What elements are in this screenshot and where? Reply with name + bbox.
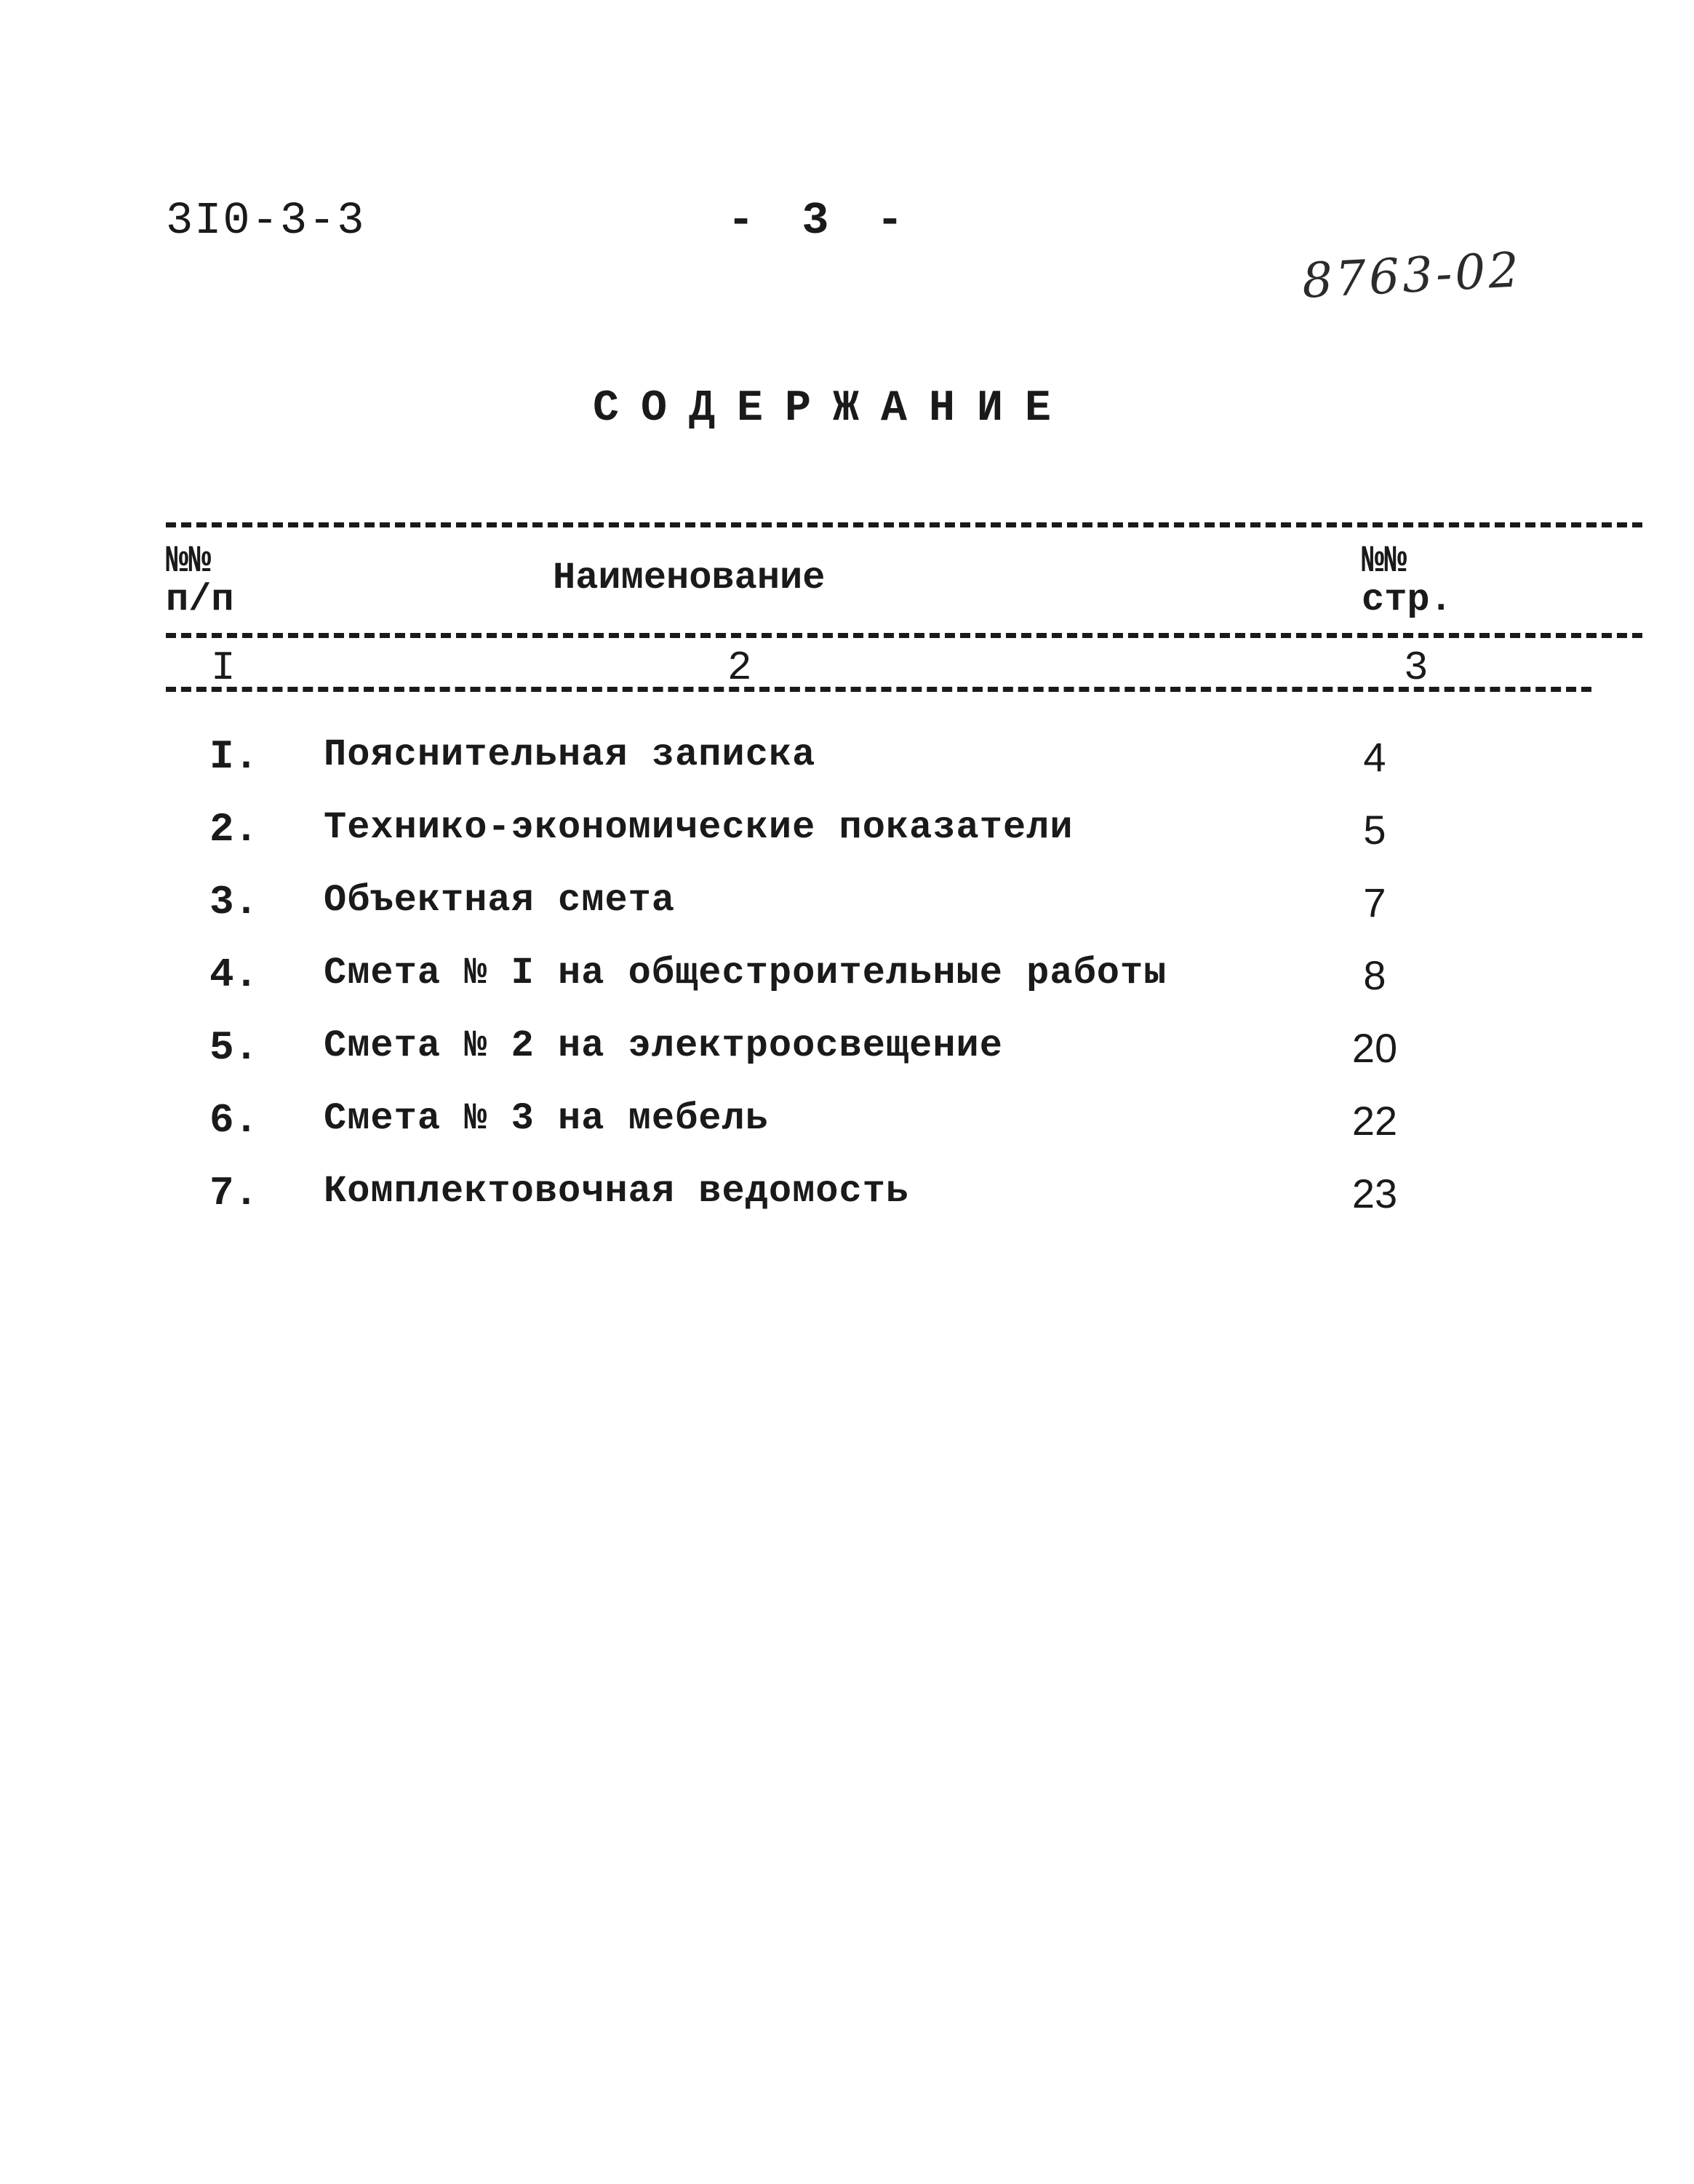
header-name-label: Наименование xyxy=(553,557,826,599)
header-page-label: стр. xyxy=(1362,578,1453,621)
toc-row xyxy=(0,879,1694,944)
toc-title: Объектная смета xyxy=(324,879,676,922)
toc-title: Пояснительная записка xyxy=(324,733,816,776)
toc-page: 22 xyxy=(1351,1098,1398,1144)
page-number: - 3 - xyxy=(727,195,914,247)
table-top-divider xyxy=(166,522,1642,527)
toc-index: 5. xyxy=(209,1024,259,1071)
toc-row xyxy=(0,1024,1694,1090)
document-code: 3I0-3-3 xyxy=(166,195,366,247)
toc-page: 20 xyxy=(1351,1025,1398,1071)
toc-index: 6. xyxy=(209,1097,259,1144)
toc-row xyxy=(0,952,1694,1017)
toc-page: 4 xyxy=(1363,734,1386,780)
toc-title: Смета № I на общестроительные работы xyxy=(324,952,1167,995)
toc-page: 7 xyxy=(1363,880,1386,925)
toc-index: 3. xyxy=(209,879,259,925)
toc-row xyxy=(0,733,1694,799)
column-number-3: 3 xyxy=(1404,645,1429,691)
header-number-sign: №№ xyxy=(166,540,212,583)
toc-page: 23 xyxy=(1351,1171,1398,1216)
toc-title: Смета № 2 на электроосвещение xyxy=(324,1024,1003,1067)
toc-index: 4. xyxy=(209,952,259,998)
page-title: СОДЕРЖАНИЕ xyxy=(593,384,1074,434)
header-page-sign: №№ xyxy=(1362,540,1407,583)
toc-row xyxy=(0,1170,1694,1235)
column-number-2: 2 xyxy=(727,645,752,691)
toc-title: Комплектовочная ведомость xyxy=(324,1170,910,1213)
column-number-1: I xyxy=(211,645,236,691)
toc-page: 5 xyxy=(1363,807,1386,853)
header-divider xyxy=(166,633,1642,638)
toc-index: 7. xyxy=(209,1170,259,1216)
toc-row xyxy=(0,1097,1694,1163)
toc-index: 2. xyxy=(209,806,259,853)
header-number-label: п/п xyxy=(166,578,234,621)
toc-row xyxy=(0,806,1694,872)
column-number-divider xyxy=(166,687,1591,692)
toc-page: 8 xyxy=(1363,952,1386,998)
toc-title: Технико-экономические показатели xyxy=(324,806,1074,849)
toc-index: I. xyxy=(209,733,259,780)
toc-title: Смета № 3 на мебель xyxy=(324,1097,769,1140)
handwritten-code: 8763-02 xyxy=(1301,242,1524,309)
